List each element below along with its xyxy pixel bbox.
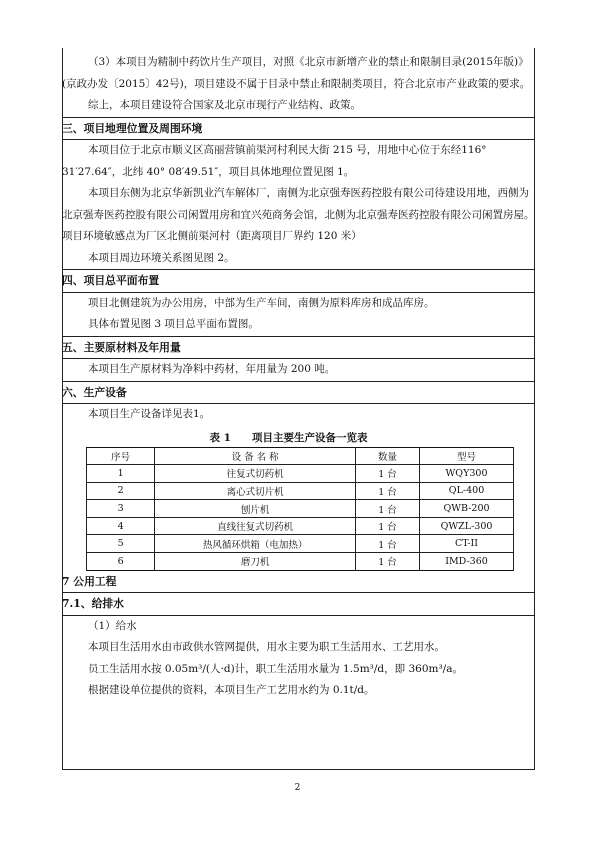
cell-index: 4	[87, 517, 155, 535]
cell-name: 磨刀机	[155, 553, 356, 571]
cell-model: WQY300	[420, 465, 514, 483]
cell-quantity: 1 台	[356, 465, 420, 483]
cell-model: IMD-360	[420, 553, 514, 571]
header-model: 型号	[420, 447, 514, 465]
paragraph-domestic-water: 员工生活用水按 0.05m³/(人·d)计，职工生活用水量为 1.5m³/d，即 360m³/a。	[88, 662, 463, 675]
heading-utilities: 7 公用工程	[62, 571, 535, 594]
table-row	[87, 553, 514, 571]
paragraph-figure3-ref: 具体布置见图 3 项目总平面布置图。	[62, 314, 535, 337]
cell-name: 往复式切药机	[155, 465, 356, 483]
cell-model: CT-II	[420, 535, 514, 553]
paragraph-process-water: 根据建设单位提供的资料，本项目生产工艺用水约为 0.1t/d。	[88, 684, 375, 697]
header-equipment-name: 设 备 名 称	[155, 447, 356, 465]
page-number: 2	[294, 783, 301, 793]
paragraph-water-source: 本项目生活用水由市政供水管网提供，用水主要为职工生活用水、工艺用水。	[88, 641, 445, 654]
table-row	[87, 465, 514, 483]
heading-water-supply: （1）给水	[88, 619, 137, 632]
cell-quantity: 1 台	[356, 517, 420, 535]
paragraph-location: 本项目位于北京市顺义区高丽营镇前渠河村利民大街 215 号，用地中心位于东经116° 31′27.64″，北纬 40° 08′49.51″，项目具体地理位置见图 1。	[62, 144, 487, 178]
document-body	[62, 52, 535, 702]
cell-quantity: 1 台	[356, 553, 420, 571]
table-row	[87, 482, 514, 500]
heading-materials: 五、主要原材料及年用量	[62, 337, 535, 360]
paragraph-materials: 本项目生产原材料为净料中药材，年用量为 200 吨。	[62, 359, 535, 382]
cell-index: 5	[87, 535, 155, 553]
heading-layout: 四、项目总平面布置	[62, 270, 535, 293]
table-caption: 表 1 项目主要生产设备一览表	[209, 431, 368, 444]
cell-model: QL-400	[420, 482, 514, 500]
cell-quantity: 1 台	[356, 500, 420, 518]
cell-quantity: 1 台	[356, 482, 420, 500]
heading-water: 7.1、给排水	[62, 593, 535, 616]
paragraph-summary: 综上，本项目建设符合国家及北京市现行产业结构、政策。	[62, 95, 535, 118]
cell-quantity: 1 台	[356, 535, 420, 553]
cell-name: 离心式切片机	[155, 482, 356, 500]
table-row	[87, 517, 514, 535]
cell-name: 刨片机	[155, 500, 356, 518]
cell-index: 3	[87, 500, 155, 518]
cell-index: 6	[87, 553, 155, 571]
table-row	[87, 535, 514, 553]
table-header-row	[87, 447, 514, 465]
heading-equipment: 六、生产设备	[62, 382, 535, 405]
cell-name: 直线往复式切药机	[155, 517, 356, 535]
cell-name: 热风循环烘箱（电加热）	[155, 535, 356, 553]
cell-index: 1	[87, 465, 155, 483]
paragraph-industrial-policy: （3）本项目为精制中药饮片生产项目，对照《北京市新增产业的禁止和限制目录(2015年版)》(京政办发〔2015〕42号)，项目建设不属于目录中禁止和限制类项目，符合北京市产业政策的要求。	[62, 56, 531, 90]
paragraph-layout: 项目北侧建筑为办公用房，中部为生产车间，南侧为原料库房和成品库房。	[88, 296, 435, 309]
paragraph-table-ref: 本项目生产设备详见表1。	[88, 408, 211, 420]
paragraph-surroundings: 本项目东侧为北京华新凯业汽车解体厂，南侧为北京强寿医药控股有限公司待建设用地，西侧为北京强寿医药控股有限公司闲置用房和宜兴苑商务会馆，北侧为北京强寿医药控股有限公司闲置房屋。项目环境敏感点为厂区北侧前渠河村（距离项目厂界约 120 米）	[62, 187, 535, 242]
heading-location: 三、项目地理位置及周围环境	[62, 118, 535, 141]
cell-model: QWZL-300	[420, 517, 514, 535]
cell-model: QWB-200	[420, 500, 514, 518]
header-index: 序号	[87, 447, 155, 465]
equipment-table	[86, 447, 514, 571]
table-row	[87, 500, 514, 518]
cell-index: 2	[87, 482, 155, 500]
header-quantity: 数量	[356, 447, 420, 465]
paragraph-figure2-ref: 本项目周边环境关系图见图 2。	[62, 248, 535, 271]
